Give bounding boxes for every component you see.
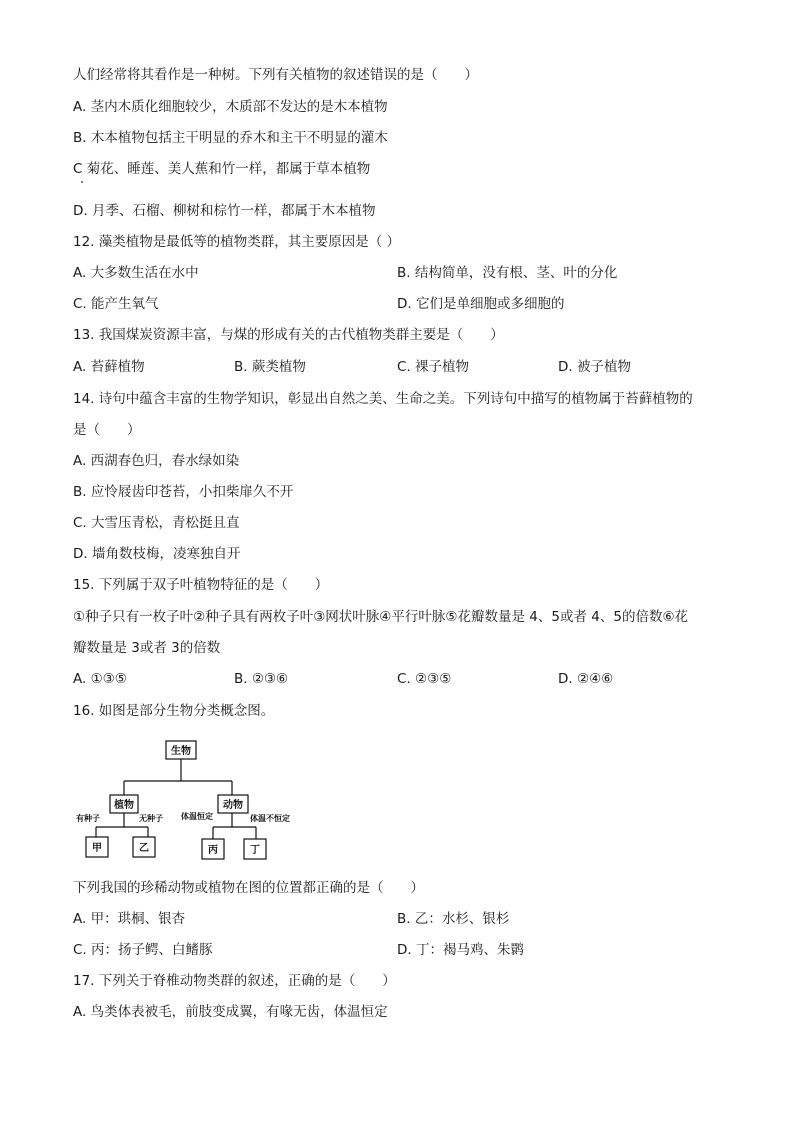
- stray-dot: [81, 181, 83, 183]
- q13-option-a: A. 苔藓植物: [73, 359, 145, 375]
- q15-option-c: C. ②③⑤: [397, 671, 452, 687]
- q17-option-a: A. 鸟类体表被毛，前肢变成翼，有喙无齿，体温恒定: [73, 1004, 388, 1020]
- classification-diagram: [70, 735, 310, 865]
- q13-option-b: B. 蕨类植物: [234, 359, 306, 375]
- bing-label: 丙: [208, 845, 218, 856]
- q14-option-c: C. 大雪压青松，青松挺且直: [73, 515, 240, 531]
- yi-label: 乙: [139, 843, 149, 854]
- no-seed-label: 无种子: [139, 814, 163, 823]
- plant-label: 植物: [114, 800, 134, 811]
- q11-option-c: C 菊花、睡莲、美人蕉和竹一样，都属于草本植物: [73, 161, 371, 177]
- q15-option-d: D. ②④⑥: [558, 671, 614, 687]
- q17-stem: 17. 下列关于脊椎动物类群的叙述，正确的是（ ）: [73, 973, 396, 989]
- q12-option-d: D. 它们是单细胞或多细胞的: [397, 296, 565, 312]
- animal-label: 动物: [223, 800, 243, 811]
- q13-stem: 13. 我国煤炭资源丰富，与煤的形成有关的古代植物类群主要是（ ）: [73, 327, 504, 343]
- has-seed-label: 有种子: [76, 814, 100, 823]
- q12-option-c: C. 能产生氧气: [73, 296, 159, 312]
- q16-question: 下列我国的珍稀动物或植物在图的位置都正确的是（ ）: [73, 880, 424, 896]
- q15-option-b: B. ②③⑥: [234, 671, 289, 687]
- q16-option-d: D. 丁：褐马鸡、朱鹮: [397, 942, 524, 958]
- q15-stem: 15. 下列属于双子叶植物特征的是（ ）: [73, 577, 329, 593]
- q14-option-b: B. 应怜屐齿印苍苔，小扣柴扉久不开: [73, 484, 294, 500]
- q11-option-b: B. 木本植物包括主干明显的乔木和主干不明显的灌木: [73, 130, 388, 146]
- q15-option-a: A. ①③⑤: [73, 671, 127, 687]
- q11-option-d: D. 月季、石榴、柳树和棕竹一样，都属于木本植物: [73, 203, 376, 219]
- q14-stem-line1: 14. 诗句中蕴含丰富的生物学知识，彰显出自然之美、生命之美。下列诗句中描写的植物属于苔藓植物的: [73, 391, 693, 407]
- q16-option-a: A. 甲：珙桐、银杏: [73, 911, 186, 927]
- q13-option-d: D. 被子植物: [558, 359, 631, 375]
- q15-body-line2: 瓣数量是 3或者 3的倍数: [73, 640, 221, 656]
- q14-option-a: A. 西湖春色归，春水绿如染: [73, 453, 240, 469]
- q12-option-a: A. 大多数生活在水中: [73, 265, 199, 281]
- q12-option-b: B. 结构简单，没有根、茎、叶的分化: [397, 265, 618, 281]
- q16-stem: 16. 如图是部分生物分类概念图。: [73, 703, 275, 719]
- q14-option-d: D. 墙角数枝梅，凌寒独自开: [73, 546, 241, 562]
- q16-option-c: C. 丙：扬子鳄、白鳍豚: [73, 942, 213, 958]
- q14-stem-line2: 是（ ）: [73, 422, 141, 438]
- q16-option-b: B. 乙：水杉、银杉: [397, 911, 510, 927]
- q15-body-line1: ①种子只有一枚子叶②种子具有两枚子叶③网状叶脉④平行叶脉⑤花瓣数量是 4、5或者 4、5的倍数⑥花: [73, 609, 689, 625]
- classification-diagram-svg: [70, 735, 310, 865]
- ding-label: 丁: [250, 845, 260, 856]
- temp-constant-label: 体温恒定: [181, 812, 213, 821]
- q12-stem: 12. 藻类植物是最低等的植物类群，其主要原因是（ ）: [73, 234, 401, 250]
- q11-option-a: A. 茎内木质化细胞较少，木质部不发达的是木本植物: [73, 99, 388, 115]
- root-label: 生物: [171, 746, 191, 757]
- temp-variable-label: 体温不恒定: [250, 814, 290, 823]
- q11-stem: 人们经常将其看作是一种树。下列有关植物的叙述错误的是（ ）: [73, 67, 478, 83]
- q13-option-c: C. 裸子植物: [397, 359, 470, 375]
- jia-label: 甲: [92, 843, 102, 854]
